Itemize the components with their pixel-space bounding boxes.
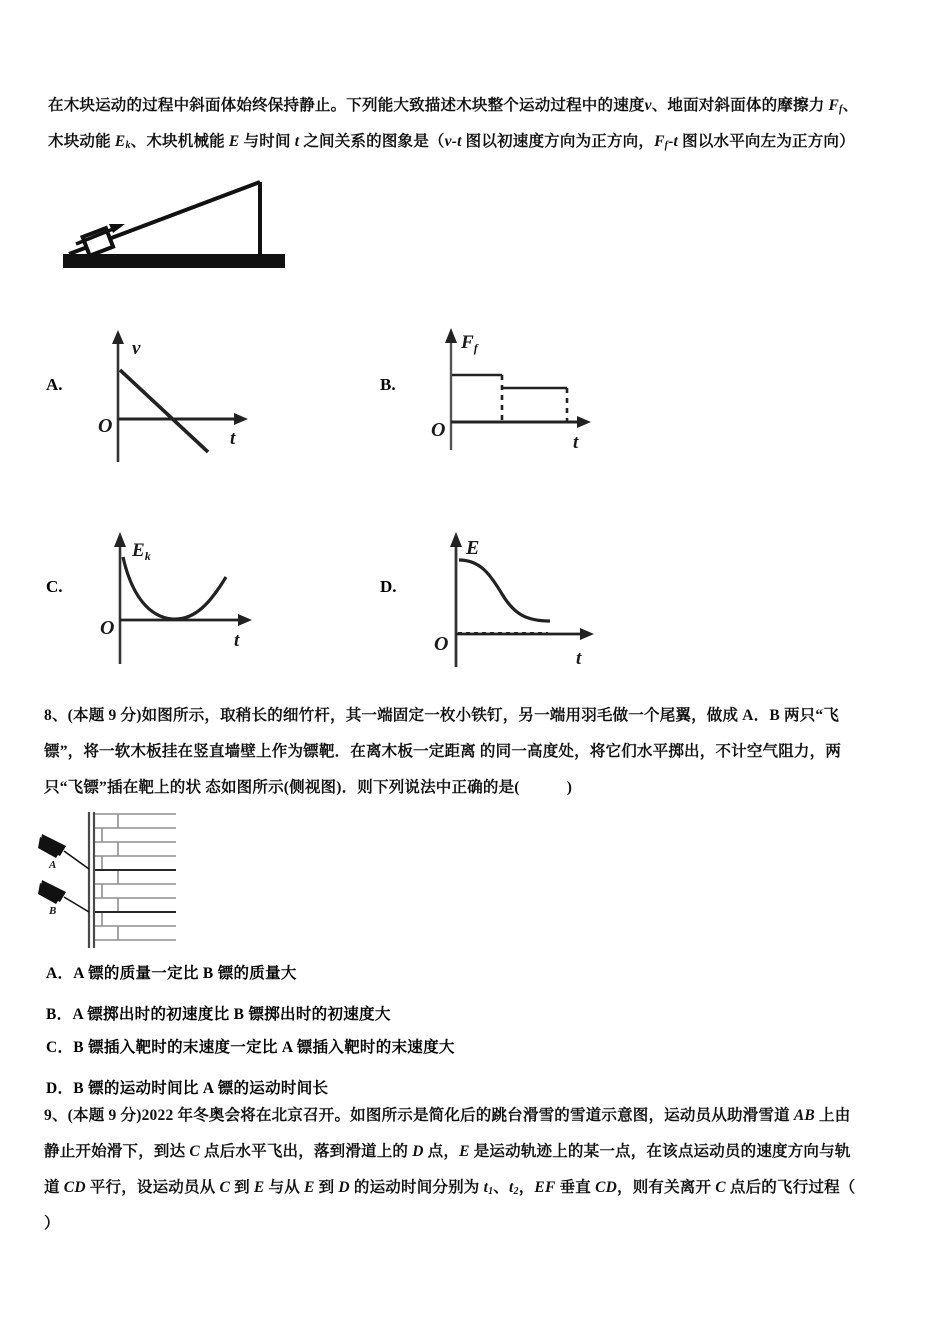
- e-axis-label: E: [466, 537, 480, 559]
- dart-a-label: A: [49, 859, 57, 871]
- e-t-curve: [459, 560, 550, 621]
- graph-ff-t: [425, 318, 615, 458]
- question8-line1: 8、(本题 9 分)如图所示，取稍长的细竹杆，其一端固定一枚小铁钉，另一端用羽毛做一个尾翼，做成 A．B 两只“飞: [44, 707, 840, 724]
- ek-t-curve: [123, 557, 226, 619]
- ff-axis-label: $F_f$: [461, 332, 478, 355]
- question9-line4: ）: [44, 1215, 60, 1232]
- ground-bar: [63, 254, 285, 268]
- q8-option-a: A．A 镖的质量一定比 B 镖的质量大: [46, 965, 297, 982]
- dart-b-label: B: [49, 905, 57, 917]
- brick-wall: [94, 814, 176, 940]
- question8-line3: 只“飞镖”插在靶上的状 态如图所示(侧视图)．则下列说法中正确的是( ): [44, 779, 573, 796]
- option-a-letter: A.: [46, 375, 63, 394]
- q8-option-b: B．A 镖掷出时的初速度比 B 镖掷出时的初速度大: [46, 1006, 391, 1023]
- dart-b: [38, 880, 89, 912]
- graph-e-t: [428, 522, 618, 672]
- cork-board: [89, 812, 94, 948]
- question8-line2: 镖”，将一软木板挂在竖直墙壁上作为镖靶．在离木板一定距离 的同一高度处，将它们水平掷出，不计空气阻力，两: [44, 743, 842, 760]
- inclined-plane-figure: [55, 168, 305, 288]
- t-axis-label-a: t: [230, 428, 236, 449]
- graph-v-t: [90, 322, 270, 472]
- q8-option-c: C．B 镖插入靶时的末速度一定比 A 镖插入靶时的末速度大: [46, 1039, 455, 1056]
- t-axis-label-d: t: [576, 648, 582, 669]
- graph-ek-t: [92, 522, 272, 672]
- question9-line2: 静止开始滑下，到达 C 点后水平飞出，落到滑道上的 D 点，E 是运动轨迹上的某一点，在该点运动员的速度方向与轨: [44, 1143, 851, 1160]
- darts-figure: [36, 812, 196, 950]
- question7-stem-line1: 在木块运动的过程中斜面体始终保持静止。下列能大致描述木块整个运动过程中的速度v、地面对斜面体的摩擦力 $F_f$、: [48, 97, 859, 116]
- origin-label-a: O: [98, 415, 113, 437]
- q8-option-d: D．B 镖的运动时间比 A 镖的运动时间长: [46, 1080, 329, 1097]
- v-t-line: [120, 370, 208, 452]
- t-axis-label-c: t: [234, 630, 240, 651]
- question9-line3: 道 CD 平行，设运动员从 C 到 E 与从 E 到 D 的运动时间分别为 $t_1$、$t_2$，EF 垂直 CD，则有关离开 C 点后的飞行过程（: [44, 1179, 856, 1198]
- origin-label-c: O: [100, 617, 115, 639]
- origin-label-b: O: [431, 419, 446, 441]
- t-axis-label-b: t: [573, 432, 579, 453]
- origin-label-d: O: [434, 633, 449, 655]
- option-c-letter: C.: [46, 577, 63, 596]
- question7-stem-line2: 木块动能 $E_k$、木块机械能 E 与时间 t 之间关系的图象是（v-t 图以初速度方向为正方向，$F_f-t$ 图以水平向左为正方向）: [48, 133, 855, 152]
- option-b-letter: B.: [380, 375, 396, 394]
- ek-axis-label: $E_k$: [132, 540, 151, 563]
- question9-line1: 9、(本题 9 分)2022 年冬奥会将在北京召开。如图所示是简化后的跳台滑雪的雪道示意图，运动员从助滑雪道 AB 上由: [44, 1107, 851, 1124]
- option-d-letter: D.: [380, 577, 397, 596]
- v-axis-label: v: [132, 338, 141, 359]
- dart-a: [38, 834, 89, 869]
